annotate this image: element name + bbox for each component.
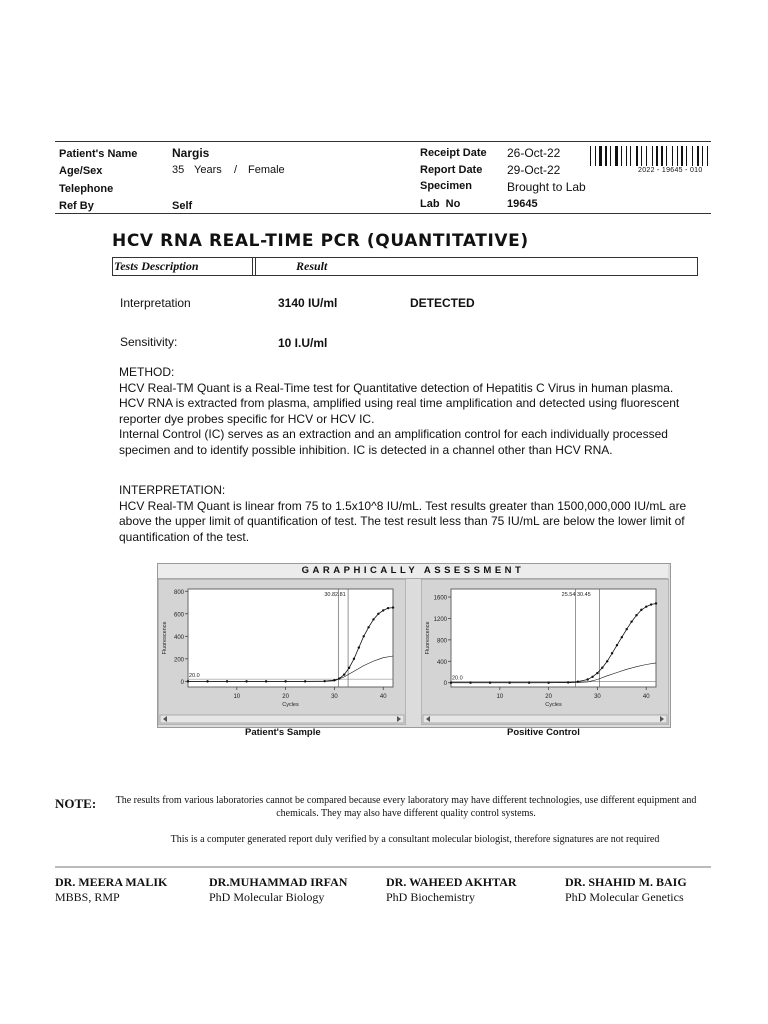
header-bottom-rule [55,213,711,214]
age-sex-label: Age/Sex [59,165,103,177]
specimen-label: Specimen [420,180,472,192]
left-chart-scrollbar [160,715,404,723]
tests-description-header: Tests Description [113,258,253,275]
specimen-value: Brought to Lab [507,180,586,194]
right-chart-y-axis-label: Fluorescence [425,621,431,655]
right-chart-x-tick-label: 40 [642,694,650,700]
right-chart-data-point [611,652,613,654]
doctor-name: DR.MUHAMMAD IRFAN [209,875,348,889]
barcode-bar [636,146,638,166]
left-chart-x-tick-label: 30 [331,694,338,700]
report-date: 29-Oct-22 [507,163,561,177]
left-chart-y-tick-label: 600 [173,612,184,619]
patient-sample-chart [158,579,406,725]
right-chart-data-point [616,644,618,646]
positive-control-chart [421,579,669,725]
left-chart-data-point [372,618,374,620]
left-chart-data-point [377,613,379,615]
barcode-bar [641,146,642,166]
right-chart-x-tick-label: 20 [545,694,552,700]
barcode-bar [661,146,663,166]
right-chart-data-point [586,678,588,680]
right-chart-data-point [601,667,603,669]
age-value: 35 [172,164,185,176]
right-chart-y-tick-label: 0 [443,681,447,688]
right-chart-data-point [606,660,608,662]
right-chart-data-point [640,609,642,611]
method-text-1: HCV Real-TM Quant is a Real-Time test for Quantitative detection of Hepatitis C Virus in human plasma. HCV RNA is extracted from plasma, amplified using real time amplification and detected using fluorescent reporter dye probes specific for HCV or HCV IC. [119,380,680,426]
refby-value: Self [172,200,193,212]
patient-sample-caption: Patient's Sample [245,727,321,738]
right-chart-plot-area [451,589,656,687]
barcode-bar [702,146,703,166]
method-heading: METHOD: [119,365,175,379]
test-title: HCV RNA REAL-TIME PCR (QUANTITATIVE) [112,231,529,251]
right-chart-data-point [635,614,637,616]
left-chart-y-tick-label: 0 [180,679,184,686]
result-header: Result [255,258,695,275]
barcode-bar [599,146,602,166]
right-chart-y-tick-label: 1600 [433,595,447,602]
right-chart-data-point [650,603,652,605]
interpretation-section [119,483,699,545]
barcode-bar [677,146,678,166]
patient-name-label: Patient's Name [59,148,138,160]
positive-control-caption: Positive Control [507,727,580,738]
right-chart-data-point [591,676,593,678]
left-chart-data-point [353,658,355,660]
barcode-bar [681,146,683,166]
refby-label: Ref By [59,200,94,212]
left-chart-y-axis-label: Fluorescence [162,621,168,655]
barcode-bar [672,146,673,166]
left-chart-x-tick-label: 10 [233,694,241,700]
right-chart-data-point [630,620,632,622]
lab-no-value: 19645 [507,198,538,210]
method-section [119,365,699,459]
right-chart-threshold-label: 20.0 [452,675,463,682]
doctor-qualification: MBBS, RMP [55,890,120,904]
left-chart-data-point [367,626,369,628]
interpretation-text: HCV Real-TM Quant is linear from 75 to 1.5x10^8 IU/mL. Test results greater than 1500,000,000 IU/mL are above the upper limit of quantification of test. The test result less than 75 IU/mL are below the lower limit of quantification of the test. [119,498,687,544]
barcode-bar [656,146,658,166]
doctor-name: DR. SHAHID M. BAIG [565,875,687,889]
left-chart-x-tick-label: 40 [379,694,387,700]
tests-header-bar [112,257,698,276]
right-chart-data-point [621,636,623,638]
doctor-name: DR. MEERA MALIK [55,875,168,889]
right-chart-ct-label: 25.54 30.45 [561,592,591,598]
right-chart-y-tick-label: 1200 [433,616,447,623]
right-chart-scrollbar [423,715,667,723]
interpretation-status: DETECTED [410,296,475,310]
barcode-bar [646,146,647,166]
header-top-rule [55,141,711,142]
interpretation-value: 3140 IU/ml [278,296,338,310]
left-chart-data-point [363,635,365,637]
left-chart-data-point [348,667,350,669]
left-chart-data-point [392,606,394,608]
left-chart-data-point [358,646,360,648]
graph-panel [157,563,671,728]
sex-value: Female [248,164,285,176]
right-chart-x-tick-label: 30 [594,694,601,700]
footer-rule [55,866,711,868]
left-chart-data-point [387,607,389,609]
barcode-bar [626,146,627,166]
right-chart-y-tick-label: 800 [436,638,447,645]
left-chart-data-point [382,609,384,611]
right-chart-data-point [645,605,647,607]
left-chart-ct-label: 30.82.81 [324,592,346,598]
receipt-date-label: Receipt Date [420,147,487,159]
age-unit: Years [194,164,222,176]
sex-separator: / [234,164,238,176]
graph-header: GARAPHICALLY ASSESSMENT [158,564,668,579]
left-chart-plot-area [188,589,393,687]
sensitivity-value: 10 I.U/ml [278,336,328,350]
barcode-bar [697,146,699,166]
right-chart-y-tick-label: 400 [436,659,447,666]
doctor-qualification: PhD Biochemistry [386,890,475,904]
barcode-bar [686,146,687,166]
barcode-bar [615,146,618,166]
doctor-qualification: PhD Molecular Genetics [565,890,684,904]
note-label: NOTE: [55,796,97,811]
left-chart-x-tick-label: 20 [282,694,289,700]
doctor-qualification: PhD Molecular Biology [209,890,325,904]
barcode-bar [590,146,591,166]
barcode-text: 2022 - 19645 - 010 [638,167,703,174]
note-text: The results from various laboratories cannot be compared because every laboratory may have different technologies, use different equipment and chemicals. They may also have different quality control systems. [115,795,697,819]
left-chart-data-point [343,673,345,675]
left-chart-y-tick-label: 400 [173,634,184,641]
method-text-2: Internal Control (IC) serves as an extraction and an amplification control for each individually processed specimen and to identify possible inhibition. IC is detected in a channel other than HCV RNA. [119,427,668,457]
barcode-bar [692,146,693,166]
lab-no-label: Lab No [420,198,461,210]
interpretation-label: Interpretation [120,296,191,310]
doctor-name: DR. WAHEED AKHTAR [386,875,517,889]
barcode [590,146,712,166]
receipt-date: 26-Oct-22 [507,146,561,160]
barcode-bar [595,146,596,166]
left-chart-y-tick-label: 200 [173,657,184,664]
left-chart-x-axis-label: Cycles [282,702,299,708]
telephone-label: Telephone [59,183,114,195]
barcode-bar [707,146,708,166]
right-chart-x-tick-label: 10 [496,694,504,700]
barcode-bar [652,146,653,166]
sensitivity-label: Sensitivity: [120,335,178,349]
barcode-bar [605,146,607,166]
right-chart-x-axis-label: Cycles [545,702,562,708]
barcode-bar [621,146,622,166]
report-date-label: Report Date [420,164,483,176]
right-chart-data-point [596,672,598,674]
verification-text: This is a computer generated report duly verified by a consultant molecular biologist, therefore signatures are not required [170,834,660,845]
left-chart-y-tick-label: 800 [173,589,184,596]
barcode-bar [630,146,631,166]
barcode-bar [666,146,667,166]
patient-name: Nargis [172,146,210,160]
right-chart-data-point [626,628,628,630]
barcode-bar [610,146,611,166]
interpretation-heading: INTERPRETATION: [119,483,226,497]
right-chart-data-point [655,602,657,604]
left-chart-threshold-label: 20.0 [189,673,200,680]
